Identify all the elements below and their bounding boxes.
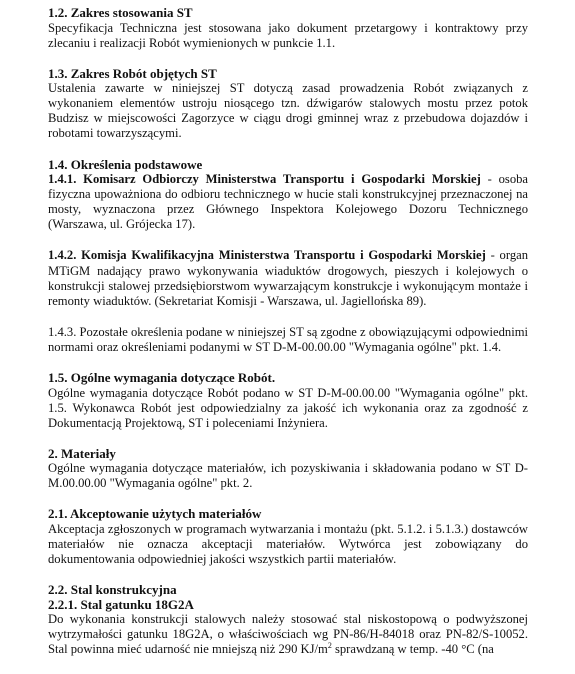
definition-1-4-3: 1.4.3. Pozostałe określenia podane w niniejszej ST są zgodne z obowiązującymi odpowiednimi normami oraz określeniami podanymi w ST D-M-00.00.00 "Wymagania ogólne" pkt. 1.4. bbox=[48, 324, 528, 354]
section-heading: 2. Materiały bbox=[48, 445, 116, 461]
paragraph: Ogólne wymagania dotyczące materiałów, ich pozyskiwania i składowania podano w ST D-M.00.00.00 "Wymagania ogólne" pkt. 2. bbox=[48, 461, 528, 491]
subsection-heading: 2.2.1. Stal gatunku 18G2A bbox=[48, 596, 194, 612]
section-2-1 bbox=[48, 507, 528, 567]
definition-1-4-1 bbox=[48, 172, 528, 232]
section-2-2 bbox=[48, 583, 528, 657]
section-heading: 1.2. Zakres stosowania ST bbox=[48, 5, 193, 20]
section-heading: 1.3. Zakres Robót objętych ST bbox=[48, 65, 217, 81]
paragraph: Ogólne wymagania dotyczące Robót podano w ST D-M-00.00.00 "Wymagania ogólne" pkt. 1.5. Wykonawca Robót jest odpowiedzialny za jakość ich wykonania oraz za zgodność z Dokumentacją Projektową, ST i poleceniami Inżyniera. bbox=[48, 385, 528, 430]
section-1-3 bbox=[48, 67, 528, 142]
definition-1-4-2 bbox=[48, 248, 528, 308]
section-1-5 bbox=[48, 371, 528, 431]
section-1-4 bbox=[48, 158, 528, 355]
document-page bbox=[48, 6, 528, 674]
definition-text: - organ MTiGM nadający prawo wykonywania wiaduktów drogowych, pieszych i kolejowych o konstrukcji stalowej przedsiębiorstwom wywarzającym konstrukcje i wykonującym montaże i remonty wiaduktów. (Sekretariat Komisji - Warszawa, ul. Jagiellońska 89). bbox=[48, 248, 529, 308]
section-heading: 1.4. Określenia podstawowe bbox=[48, 156, 203, 172]
definition-term: 1.4.2. Komisja Kwalifikacyjna Ministerstwa Transportu i Gospodarki Morskiej bbox=[48, 248, 486, 263]
paragraph: Specyfikacja Techniczna jest stosowana jako dokument przetargowy i kontraktowy przy zlecaniu i realizacji Robót wymienionych w punkcie 1.1. bbox=[48, 20, 528, 50]
definition-term: 1.4.1. Komisarz Odbiorczy Ministerstwa Transportu i Gospodarki Morskiej bbox=[48, 172, 481, 187]
superscript: 2 bbox=[327, 641, 332, 651]
section-heading: 1.5. Ogólne wymagania dotyczące Robót. bbox=[48, 370, 276, 385]
section-heading: 2.2. Stal konstrukcyjna bbox=[48, 582, 177, 598]
section-2 bbox=[48, 447, 528, 492]
definition-text: - osoba fizyczna upoważniona do odbioru technicznego w hucie stali konstrukcyjnej przeznaczonej na mosty, wyznaczona przez Głównego Inspektora Kolejowego Dozoru Technicznego (Warszawa, ul. Grójecka 17). bbox=[48, 172, 529, 232]
section-1-2 bbox=[48, 6, 528, 51]
paragraph: Ustalenia zawarte w niniejszej ST dotyczą zasad prowadzenia Robót związanych z wykonaniem elementów ustroju niosącego tzn. dźwigarów stalowych mostu przez potok Budzisz w miejscowości Zagorzyce w ciągu drogi gminnej wraz z przebudowa dojazdów i robotami towarzyszącymi. bbox=[48, 81, 528, 141]
paragraph: Akceptacja zgłoszonych w programach wytwarzania i montażu (pkt. 5.1.2. i 5.1.3.) dostawców materiałów nie oznacza akceptacji materiałów. Wytwórca jest zobowiązany do dokumentowania odpowiedniej jakości wszystkich partii materiałów. bbox=[48, 521, 528, 567]
paragraph-text-cont: sprawdzaną w temp. -40 °C (na bbox=[331, 642, 494, 657]
section-heading: 2.1. Akceptowanie użytych materiałów bbox=[48, 506, 262, 522]
paragraph bbox=[48, 612, 528, 657]
paragraph-text: Do wykonania konstrukcji stalowych należy stosować stal niskostopową o podwyższonej wytrzymałości gatunku 18G2A, o właściwościach wg PN-86/H-84018 oraz PN-82/S-10052. Stal powinna mieć udarność nie mniejszą niż 290 KJ/m bbox=[48, 612, 528, 657]
